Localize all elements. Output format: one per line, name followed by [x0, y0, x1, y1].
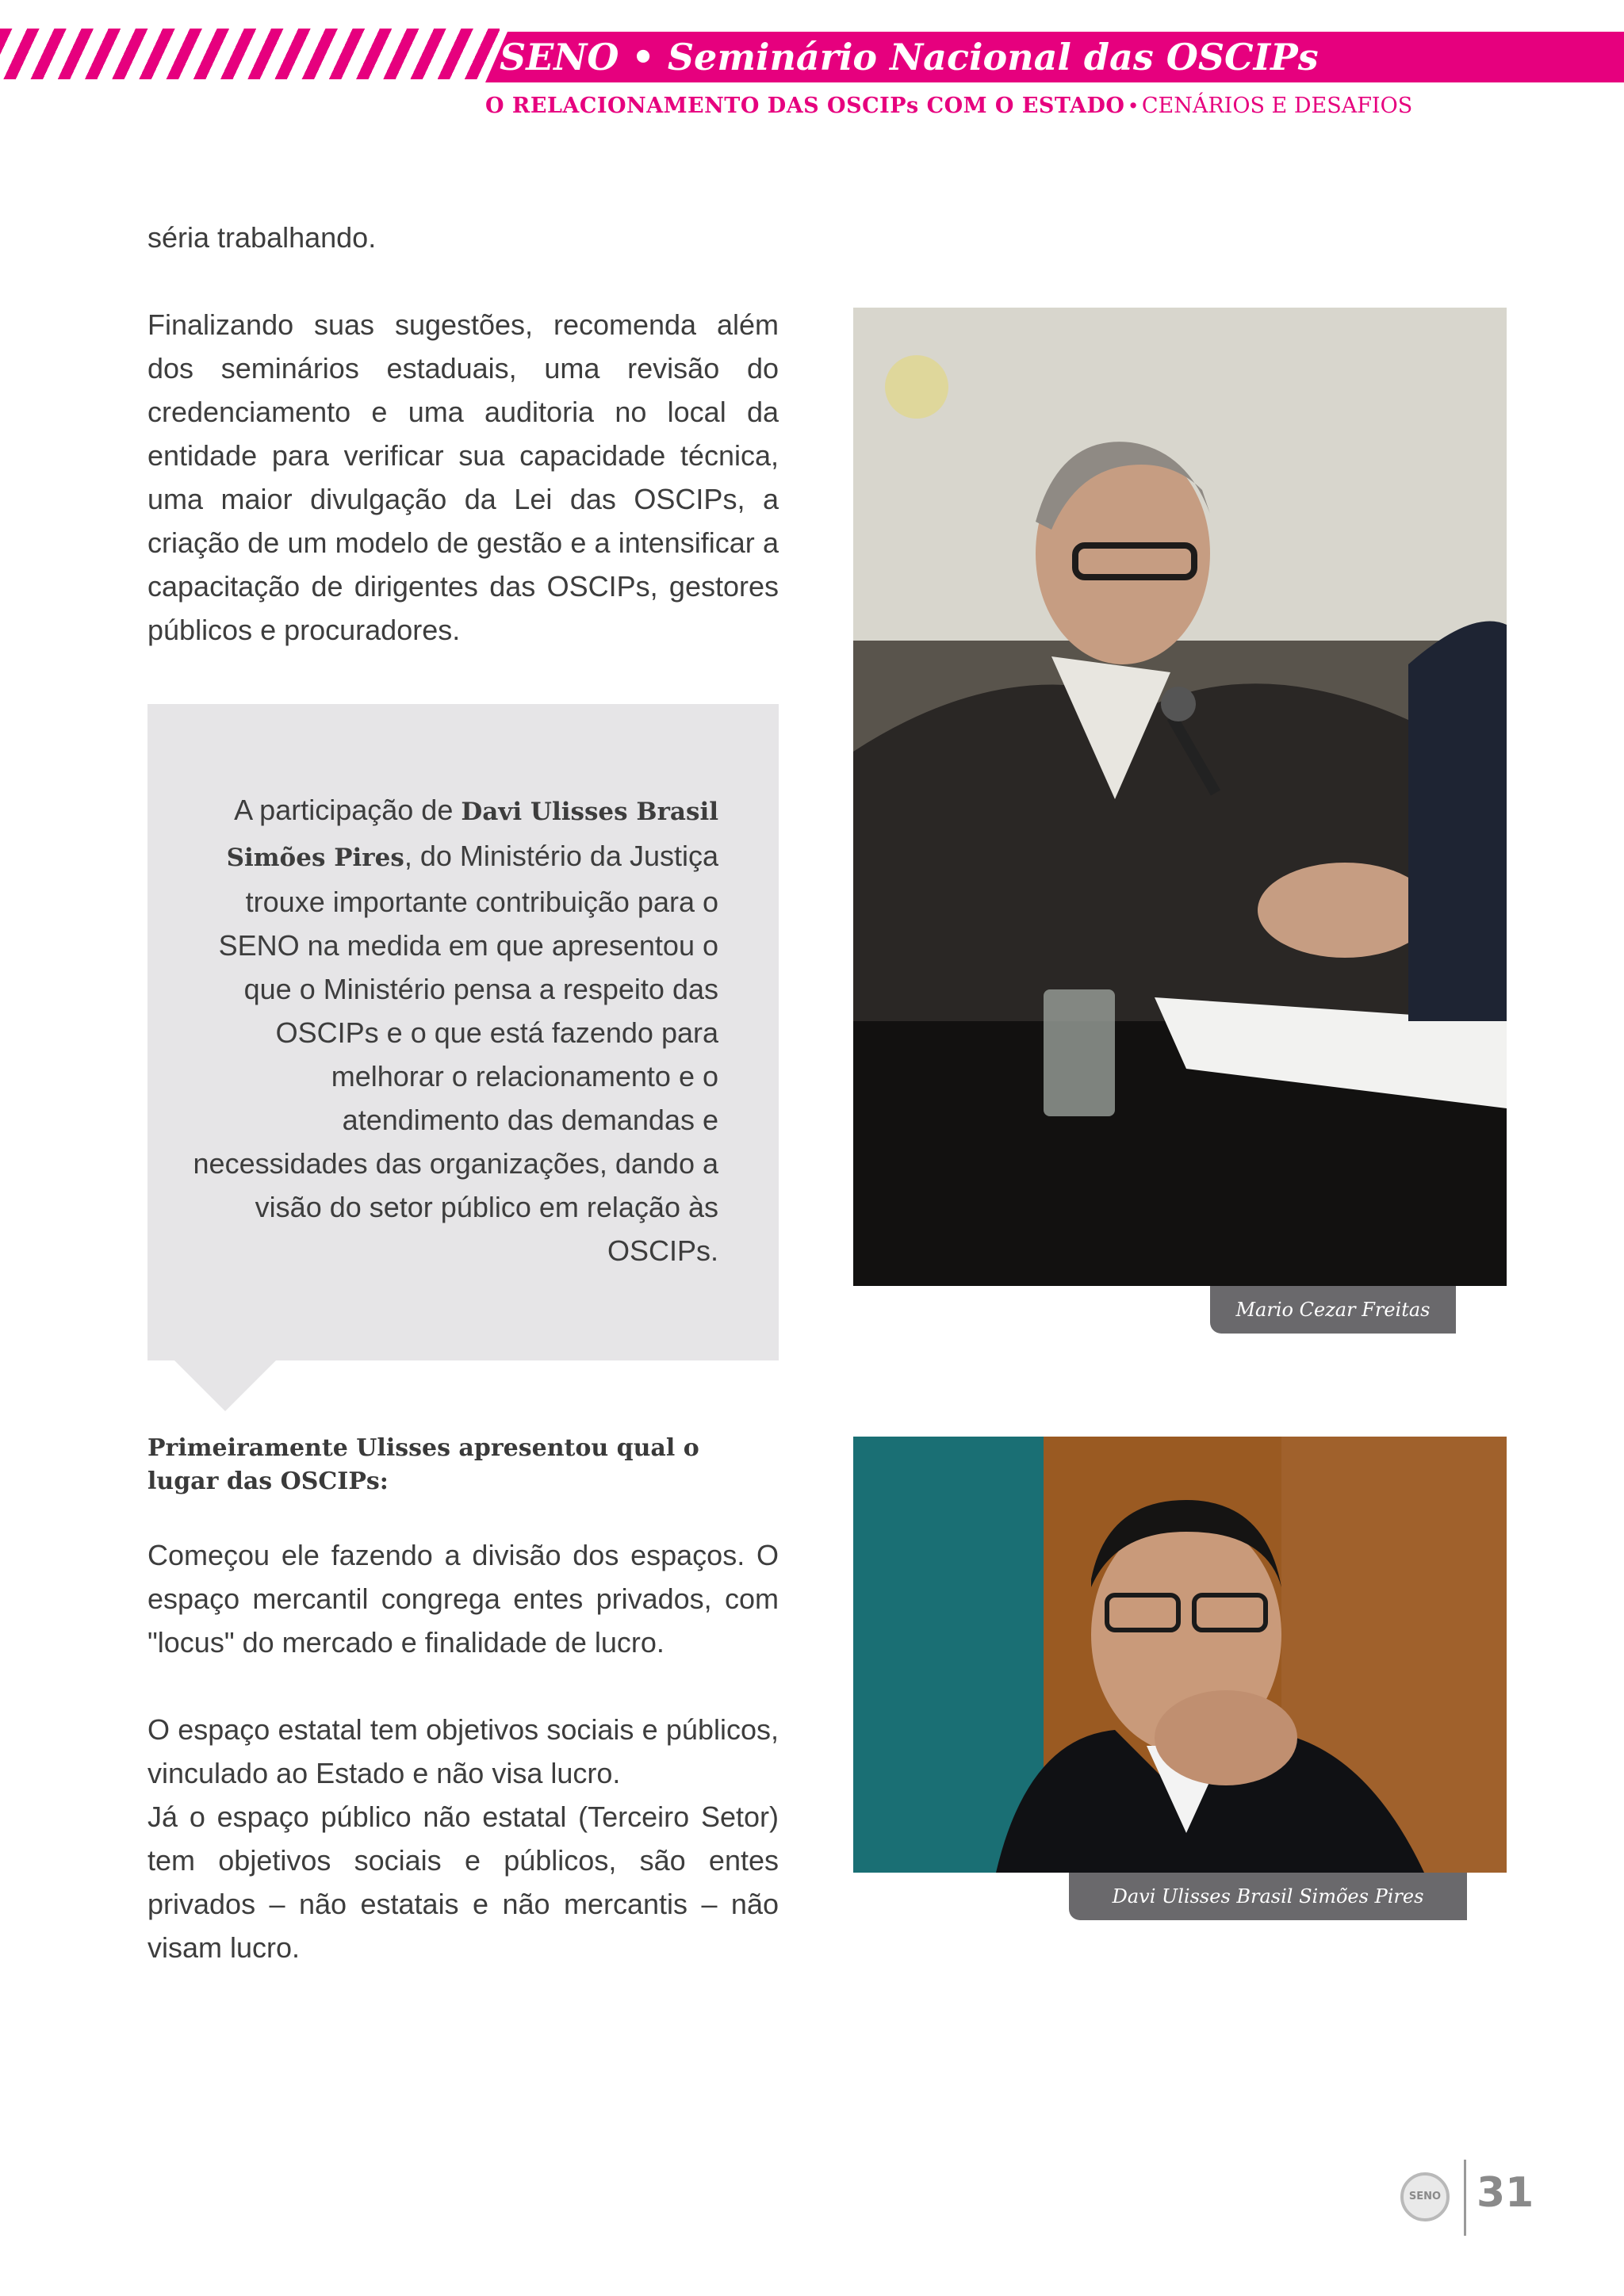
photo-portrait	[853, 1437, 1507, 1873]
pull-quote-rest: , do Ministério da Justiça trouxe importante contribuição para o SENO na medida em que apresentou o que o Ministério pensa a respeito das OSCIPs e o que está fazendo para melhorar o relacionamento e o atendimento das demandas e necessidades das organizações, dando a visão do setor público em relação às OSCIPs.	[193, 840, 718, 1267]
header-stripes	[0, 29, 500, 79]
section-subheading: Primeiramente Ulisses apresentou qual o lugar das OSCIPs:	[147, 1434, 699, 1495]
pull-quote-prefix: A participação de	[234, 794, 462, 826]
page-header-subtitle	[485, 94, 1412, 118]
header-subtitle-light: CENÁRIOS E DESAFIOS	[1141, 94, 1413, 118]
header-subtitle-bold: O RELACIONAMENTO DAS OSCIPs COM O ESTADO	[485, 94, 1125, 118]
pull-quote	[182, 788, 718, 1272]
photo-speaker-microphone	[853, 308, 1507, 1286]
photo1-caption: Mario Cezar Freitas	[1210, 1286, 1456, 1334]
body-paragraph-5: O espaço estatal tem objetivos sociais e públicos, vinculado ao Estado e não visa lucro.	[147, 1713, 779, 1789]
footer-divider	[1464, 2160, 1466, 2236]
page-number: 31	[1477, 2169, 1534, 2217]
seno-logo-icon: SENO	[1400, 2172, 1450, 2221]
pull-quote-name: Davi Ulisses Brasil Simões Pires	[226, 798, 718, 872]
body-paragraph-6: Já o espaço público não estatal (Terceiro Setor) tem objetivos sociais e públicos, são entes privados – não estatais e não mercantis – não visam lucro.	[147, 1800, 779, 1964]
body-paragraph-2: Finalizando suas sugestões, recomenda além dos seminários estaduais, uma revisão do credenciamento e uma auditoria no local da entidade para verificar sua capacidade técnica, uma maior divulgação da Lei das OSCIPs, a criação de um modelo de gestão e a intensificar a capacitação de dirigentes das OSCIPs, gestores públicos e procuradores.	[147, 308, 779, 646]
photo-speaker-illustration	[853, 308, 1507, 1286]
photo2-caption: Davi Ulisses Brasil Simões Pires	[1069, 1873, 1467, 1920]
body-paragraph-1: séria trabalhando.	[147, 221, 377, 254]
page-header-title: SENO • Seminário Nacional das OSCIPs	[500, 36, 1319, 78]
quote-box-pointer	[173, 1359, 278, 1411]
body-paragraph-4: Começou ele fazendo a divisão dos espaços. O espaço mercantil congrega entes privados, com "locus" do mercado e finalidade de lucro.	[147, 1539, 779, 1659]
photo-portrait-illustration	[853, 1437, 1507, 1873]
header-subtitle-separator: •	[1129, 94, 1137, 117]
